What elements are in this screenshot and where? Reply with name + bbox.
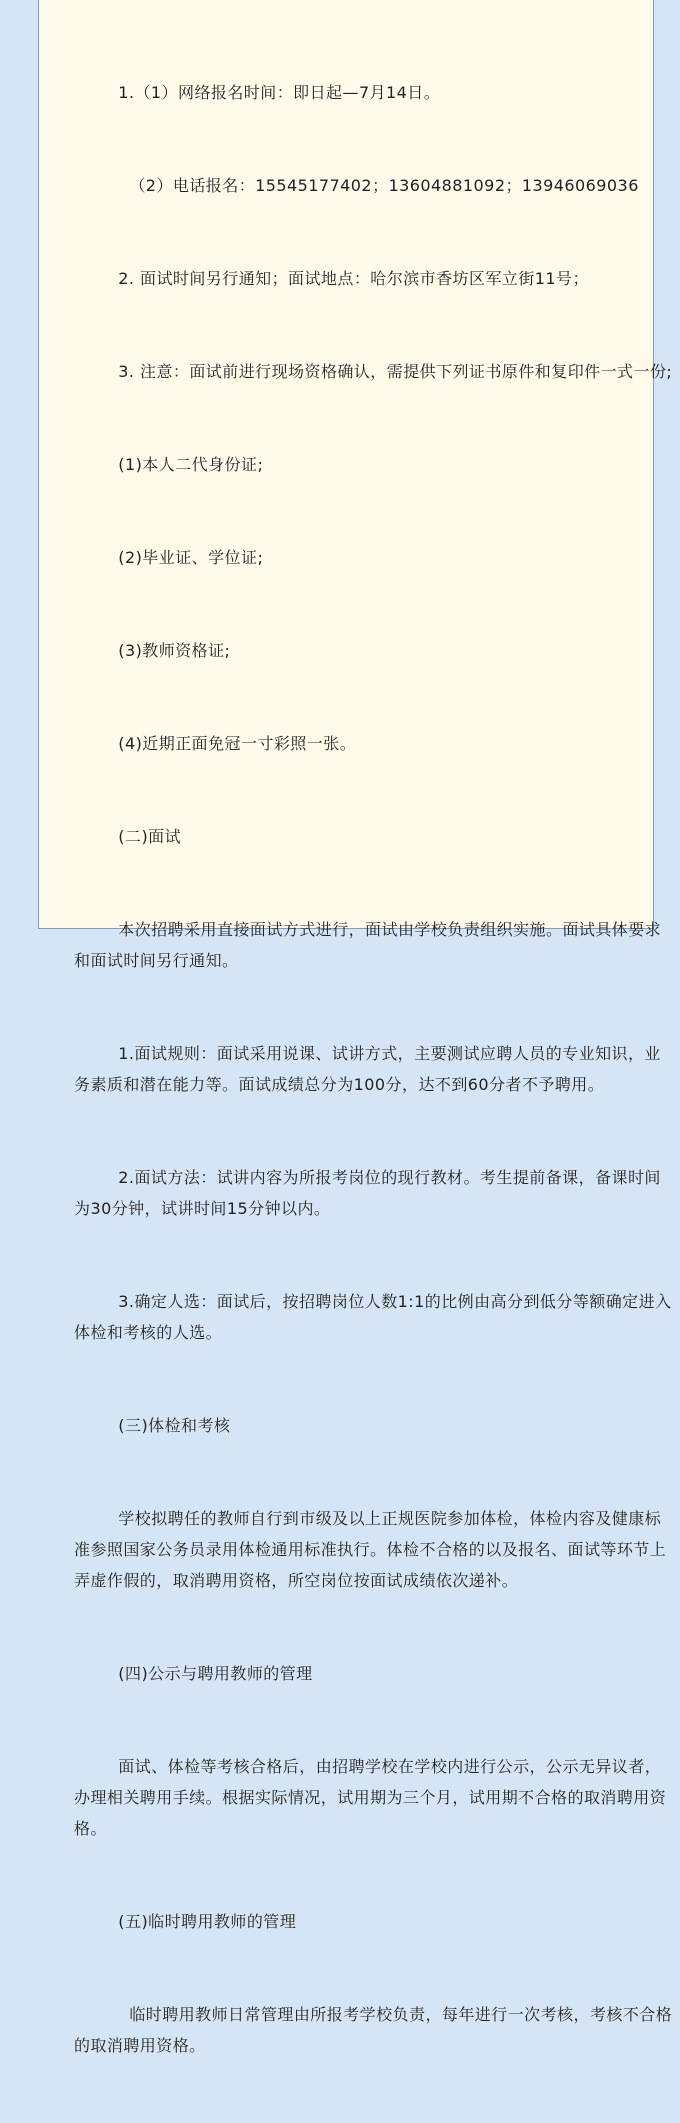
required-document-item: (4)近期正面免冠一寸彩照一张。 xyxy=(74,734,357,753)
qualification-check-paragraph: 3. 注意：面试前进行现场资格确认，需提供下列证书原件和复印件一式一份; xyxy=(74,362,673,381)
interview-overview-paragraph: 本次招聘采用直接面试方式进行，面试由学校负责组织实施。面试具体要求和面试时间另行通知。 xyxy=(74,920,662,970)
section-heading-interview: (二)面试 xyxy=(74,827,182,846)
registration-time-paragraph: 1.（1）网络报名时间：即日起—7月14日。 xyxy=(74,83,441,102)
publicity-paragraph: 面试、体检等考核合格后，由招聘学校在学校内进行公示，公示无异议者，办理相关聘用手续。根据实际情况，试用期为三个月，试用期不合格的取消聘用资格。 xyxy=(74,1757,667,1838)
temporary-teachers-paragraph: 临时聘用教师日常管理由所报考学校负责，每年进行一次考核，考核不合格的取消聘用资格。 xyxy=(74,2005,673,2055)
required-document-item: (2)毕业证、学位证; xyxy=(74,548,264,567)
required-document-item: (1)本人二代身份证; xyxy=(74,455,264,474)
phone-registration-paragraph: （2）电话报名：15545177402；13604881092；13946069036 xyxy=(74,176,639,195)
section-heading-publicity: (四)公示与聘用教师的管理 xyxy=(74,1664,313,1683)
document-panel xyxy=(38,0,673,2055)
medical-check-paragraph: 学校拟聘任的教师自行到市级及以上正规医院参加体检，体检内容及健康标准参照国家公务员录用体检通用标准执行。体检不合格的以及报名、面试等环节上弄虚作假的，取消聘用资格，所空岗位按面试成绩依次递补。 xyxy=(74,1509,667,1590)
candidate-selection-paragraph: 3.确定人选：面试后，按招聘岗位人数1:1的比例由高分到低分等额确定进入体检和考核的人选。 xyxy=(74,1292,672,1342)
section-heading-temporary-teachers: (五)临时聘用教师的管理 xyxy=(74,1912,297,1931)
interview-method-paragraph: 2.面试方法：试讲内容为所报考岗位的现行教材。考生提前备课，备课时间为30分钟，试讲时间15分钟以内。 xyxy=(74,1168,661,1218)
interview-rules-paragraph: 1.面试规则：面试采用说课、试讲方式，主要测试应聘人员的专业知识，业务素质和潜在能力等。面试成绩总分为100分，达不到60分者不予聘用。 xyxy=(74,1044,661,1094)
section-heading-medical-check: (三)体检和考核 xyxy=(74,1416,231,1435)
required-document-item: (3)教师资格证; xyxy=(74,641,231,660)
document-body xyxy=(74,15,677,2123)
interview-location-paragraph: 2. 面试时间另行通知；面试地点：哈尔滨市香坊区军立街11号； xyxy=(74,269,589,288)
